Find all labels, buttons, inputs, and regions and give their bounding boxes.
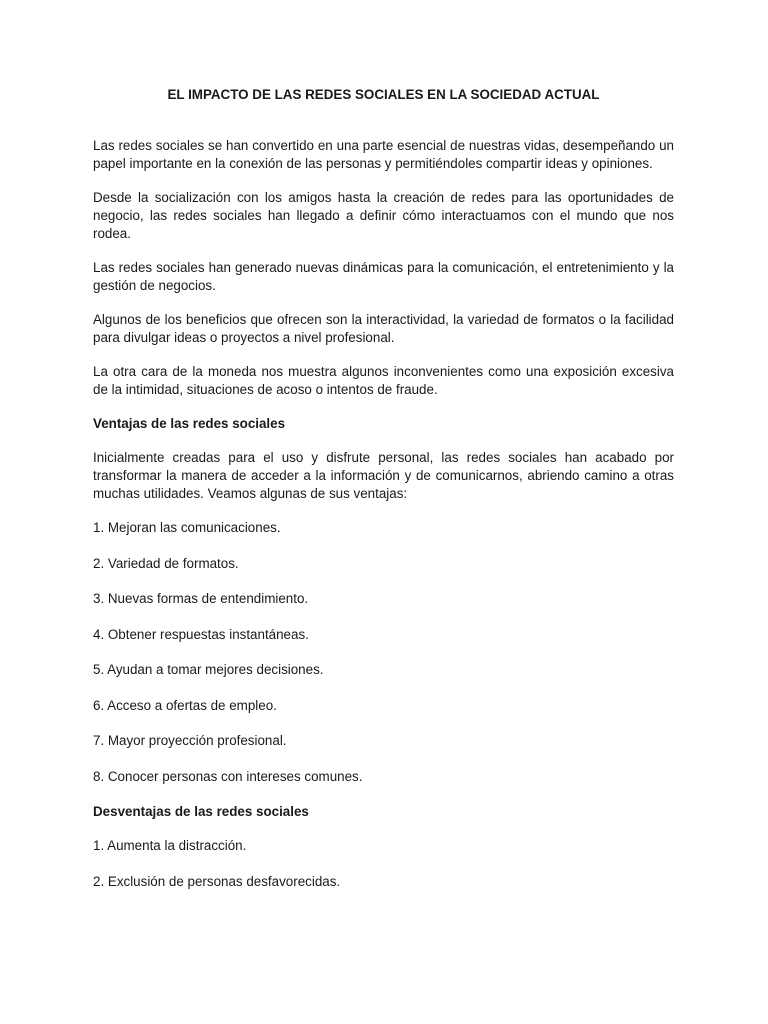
paragraph: Desde la socialización con los amigos hasta la creación de redes para las oportunidades de negocio, las redes sociales han llegado a definir cómo interactuamos con el mundo que nos rodea. [93, 190, 674, 241]
disadvantages-heading: Desventajas de las redes sociales [93, 804, 309, 819]
paragraph: Las redes sociales se han convertido en una parte esencial de nuestras vidas, desempeñando un papel importante en la conexión de las personas y permitiéndoles compartir ideas y opiniones. [93, 138, 674, 171]
document-page [93, 86, 674, 908]
paragraph: La otra cara de la moneda nos muestra algunos inconvenientes como una exposición excesiva de la intimidad, situaciones de acoso o intentos de fraude. [93, 364, 674, 397]
list-item: 1. Aumenta la distracción. [93, 838, 247, 853]
advantages-intro: Inicialmente creadas para el uso y disfrute personal, las redes sociales han acabado por transformar la manera de acceder a la información y de comunicarnos, abriendo camino a otras muchas utilidades. Veamos algunas de sus ventajas: [93, 450, 674, 501]
document-title: EL IMPACTO DE LAS REDES SOCIALES EN LA SOCIEDAD ACTUAL [167, 87, 600, 102]
list-item: 3. Nuevas formas de entendimiento. [93, 591, 309, 606]
advantages-heading: Ventajas de las redes sociales [93, 416, 286, 431]
list-item: 5. Ayudan a tomar mejores decisiones. [93, 662, 324, 677]
list-item: 2. Exclusión de personas desfavorecidas. [93, 873, 341, 889]
paragraph: Las redes sociales han generado nuevas dinámicas para la comunicación, el entretenimiento y la gestión de negocios. [93, 260, 674, 293]
advantages-list [93, 519, 674, 786]
list-item: 7. Mayor proyección profesional. [93, 733, 287, 748]
disadvantages-list [93, 837, 674, 891]
list-item: 4. Obtener respuestas instantáneas. [93, 626, 309, 642]
list-item: 2. Variedad de formatos. [93, 555, 239, 571]
list-item: 1. Mejoran las comunicaciones. [93, 520, 281, 535]
paragraph: Algunos de los beneficios que ofrecen son la interactividad, la variedad de formatos o la facilidad para divulgar ideas o proyectos a nivel profesional. [93, 312, 674, 345]
list-item: 8. Conocer personas con intereses comunes. [93, 768, 363, 784]
list-item: 6. Acceso a ofertas de empleo. [93, 697, 277, 713]
